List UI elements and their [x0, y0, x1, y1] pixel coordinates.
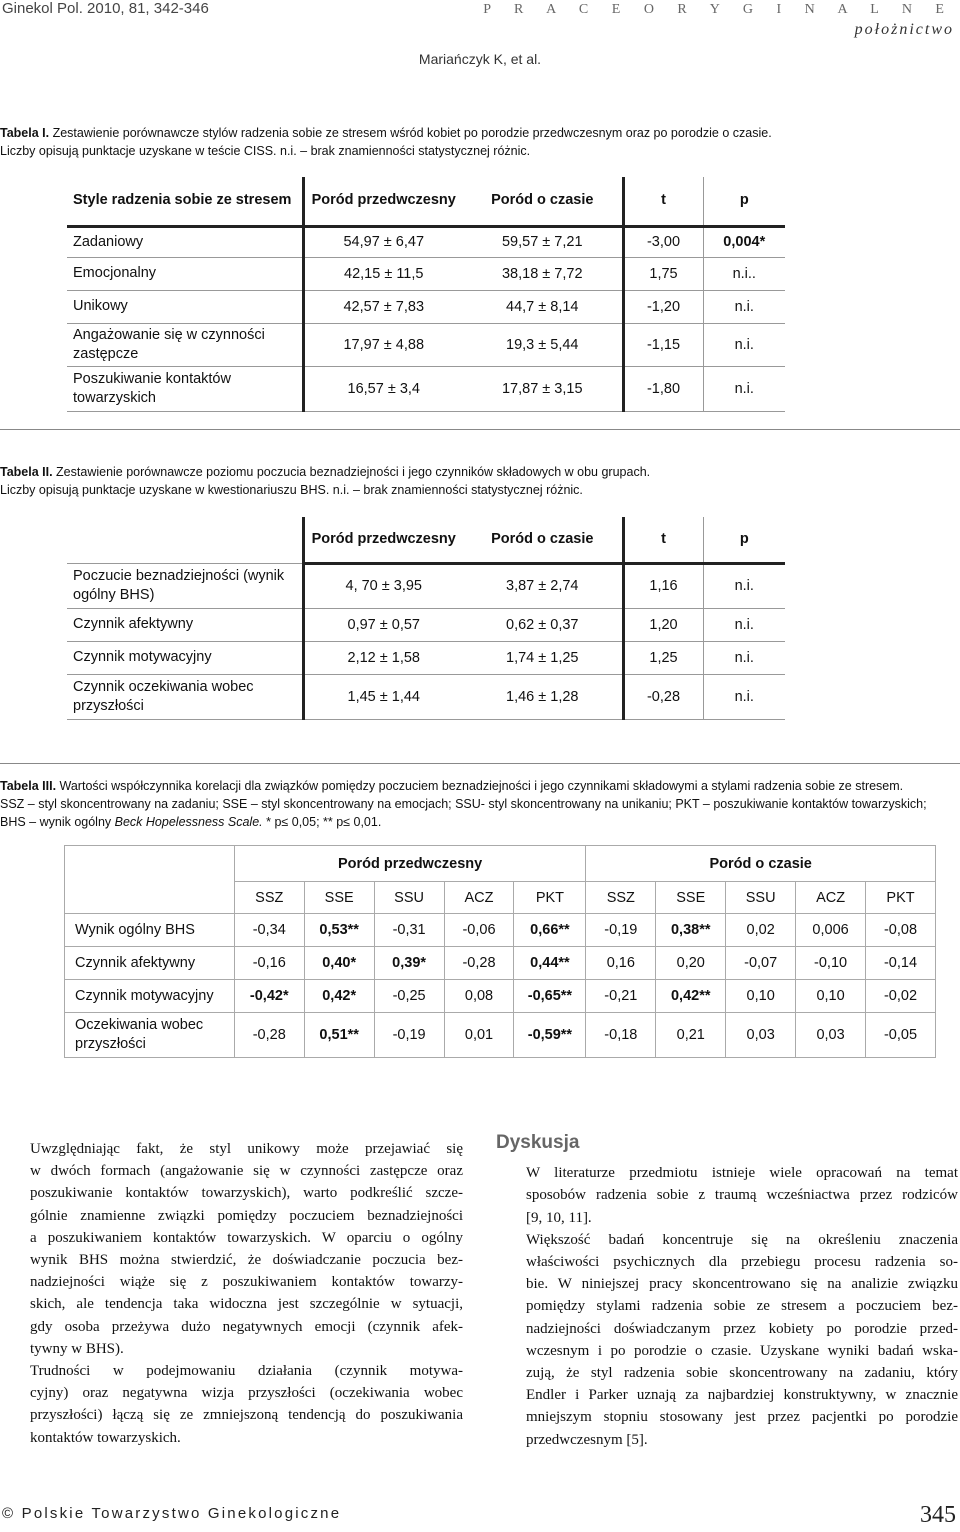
correlation-cell: -0,65**	[514, 980, 586, 1013]
table3-caption-text: Wartości współczynnika korelacji dla związków pomiędzy poczuciem beznadziejności i jego czynnikami składowymi a stylami radzenia sobie ze stresem.	[56, 779, 904, 793]
cell-p: n.i..	[703, 257, 785, 290]
table-row	[67, 366, 785, 411]
subheader: SSU	[726, 882, 796, 914]
correlation-cell: 0,10	[726, 980, 796, 1013]
table1	[67, 177, 785, 412]
table1-header-term: Poród o czasie	[463, 177, 623, 226]
correlation-cell: -0,06	[444, 914, 514, 947]
cell-preterm: 42,57 ± 7,83	[303, 290, 463, 323]
cell-preterm: 1,45 ± 1,44	[303, 674, 463, 719]
cell-t: 1,25	[623, 641, 703, 674]
row-label: Czynnik motywacyjny	[67, 641, 303, 674]
correlation-cell: 0,02	[726, 914, 796, 947]
table2-header-term: Poród o czasie	[463, 517, 623, 563]
table-row	[65, 1013, 936, 1058]
text-line: W literaturze przedmiotu istnieje wiele opracowań na temat	[526, 1165, 958, 1182]
table-row	[67, 257, 785, 290]
subheader: ACZ	[444, 882, 514, 914]
table3-group-term: Poród o czasie	[586, 846, 936, 882]
table-row	[65, 947, 936, 980]
row-label: Czynnik oczekiwania wobec przyszłości	[67, 674, 303, 719]
table-row	[67, 290, 785, 323]
table3-caption-label: Tabela III.	[0, 779, 57, 793]
correlation-cell: -0,31	[374, 914, 444, 947]
table3-body	[65, 914, 936, 1058]
table-row	[65, 914, 936, 947]
correlation-cell: -0,07	[726, 947, 796, 980]
page-number: 345	[920, 1502, 956, 1528]
journal-citation: Ginekol Pol. 2010, 81, 342-346	[2, 0, 209, 17]
text-line: wynik BHS można stwierdzić, że doświadczanie poczucia bez-	[30, 1252, 463, 1269]
table2-header-row	[67, 517, 785, 563]
table2-caption-label: Tabela II.	[0, 465, 53, 479]
text-line: Endler i Parker uznają za najbardziej konstruktywny, w znacznie	[526, 1387, 958, 1404]
correlation-cell: 0,39*	[374, 947, 444, 980]
cell-p: n.i.	[703, 290, 785, 323]
correlation-cell: 0,03	[796, 1013, 866, 1058]
cell-p: n.i.	[703, 608, 785, 641]
table-row	[67, 641, 785, 674]
text-line: poszukiwanie kontaktów towarzyskich), warto podkreślić szcze-	[30, 1185, 463, 1202]
table3-caption-bhs: BHS – wynik ogólny	[0, 815, 115, 829]
section-subtitle: położnictwo	[854, 21, 954, 38]
section-title: P R A C E O R Y G I N A L N E	[483, 2, 954, 17]
section-heading: Dyskusja	[496, 1132, 580, 1153]
text-line: bie. W niniejszej pracy skoncentrowano się na analizie związku	[526, 1276, 958, 1293]
text-line: kontaktów towarzyskich.	[30, 1429, 181, 1446]
running-authors: Mariańczyk K, et al.	[418, 51, 542, 67]
text-line: pomiędzy stylami radzenia sobie ze stresem a poczuciem bez-	[526, 1298, 958, 1315]
text-line: przyszłości) łączą się ze zmniejszoną tendencją do poszukiwania	[30, 1407, 463, 1424]
table3-group-preterm: Poród przedwczesny	[234, 846, 586, 882]
cell-preterm: 4, 70 ± 3,95	[303, 563, 463, 608]
text-line: gólnie znamienne związki pomiędzy poczuciem beznadziejności	[30, 1207, 463, 1224]
table1-caption-text: Zestawienie porównawcze stylów radzenia sobie ze stresem wśród kobiet po porodzie przedwczesnym oraz po porodzie o czasie.	[49, 126, 772, 140]
text-line: sposobów radzenia sobie z traumą wcześniactwa przez rodziców	[526, 1187, 958, 1204]
subheader: SSU	[374, 882, 444, 914]
subheader: SSZ	[234, 882, 304, 914]
cell-p: n.i.	[703, 323, 785, 366]
text-line: przedwczesnym [5].	[526, 1431, 648, 1448]
cell-preterm: 42,15 ± 11,5	[303, 257, 463, 290]
cell-term: 1,46 ± 1,28	[463, 674, 623, 719]
table1-caption	[0, 124, 960, 160]
cell-preterm: 0,97 ± 0,57	[303, 608, 463, 641]
table-row	[67, 323, 785, 366]
correlation-cell: -0,59**	[514, 1013, 586, 1058]
text-line: właściwości psychicznych dla przebiegu procesu radzenia so-	[526, 1254, 958, 1271]
subheader: PKT	[866, 882, 936, 914]
cell-preterm: 16,57 ± 3,4	[303, 366, 463, 411]
text-line: [9, 10, 11].	[526, 1209, 592, 1226]
right-paragraph-2	[496, 1229, 958, 1451]
correlation-cell: 0,66**	[514, 914, 586, 947]
row-label: Wynik ogólny BHS	[65, 914, 235, 947]
correlation-cell: 0,42*	[304, 980, 374, 1013]
text-line: skich, ale tendencja taka widoczna jest szczególnie w sytuacji,	[30, 1296, 463, 1313]
text-line: a poszukiwaniem kontaktów towarzyskich. W oparciu o ogólny	[30, 1229, 463, 1246]
text-line: zują, że styl radzenia sobie skoncentrowany na zadaniu, który	[526, 1365, 958, 1382]
cell-preterm: 2,12 ± 1,58	[303, 641, 463, 674]
cell-term: 1,74 ± 1,25	[463, 641, 623, 674]
cell-term: 59,57 ± 7,21	[463, 226, 623, 257]
table3-caption-scale: Beck Hopelessness Scale.	[114, 815, 263, 829]
correlation-cell: 0,38**	[656, 914, 726, 947]
subheader: PKT	[514, 882, 586, 914]
table-row	[67, 674, 785, 719]
table3-group-row	[65, 846, 936, 882]
divider	[0, 763, 960, 764]
subheader: ACZ	[796, 882, 866, 914]
cell-t: 1,75	[623, 257, 703, 290]
row-label: Emocjonalny	[67, 257, 303, 290]
text-line: wczesnym i po porodzie o czasie. Uzyskane wyniki badań wska-	[526, 1342, 958, 1359]
correlation-cell: 0,44**	[514, 947, 586, 980]
cell-term: 19,3 ± 5,44	[463, 323, 623, 366]
table2-header-empty	[67, 517, 303, 563]
table2	[67, 517, 785, 720]
correlation-cell: 0,40*	[304, 947, 374, 980]
correlation-cell: -0,16	[234, 947, 304, 980]
cell-t: -1,15	[623, 323, 703, 366]
table2-caption	[0, 463, 960, 499]
left-paragraph-2	[0, 1360, 463, 1449]
correlation-cell: 0,08	[444, 980, 514, 1013]
correlation-cell: -0,28	[234, 1013, 304, 1058]
correlation-cell: -0,02	[866, 980, 936, 1013]
subheader: SSE	[656, 882, 726, 914]
correlation-cell: -0,08	[866, 914, 936, 947]
row-label: Czynnik motywacyjny	[65, 980, 235, 1013]
correlation-cell: 0,42**	[656, 980, 726, 1013]
correlation-cell: 0,006	[796, 914, 866, 947]
row-label: Poszukiwanie kontaktów towarzyskich	[67, 366, 303, 411]
subheader: SSZ	[586, 882, 656, 914]
cell-p: n.i.	[703, 563, 785, 608]
correlation-cell: 0,21	[656, 1013, 726, 1058]
text-line: nadziejności doświadczanym przez kobiety po porodzie przed-	[526, 1320, 958, 1337]
correlation-cell: -0,21	[586, 980, 656, 1013]
correlation-cell: 0,01	[444, 1013, 514, 1058]
table1-header-style: Style radzenia sobie ze stresem	[67, 177, 303, 226]
text-line: gdy osoba przeżywa dużo negatywnych emocji (czynnik afek-	[30, 1318, 463, 1335]
footer-copyright: © Polskie Towarzystwo Ginekologiczne	[2, 1505, 342, 1522]
cell-term: 38,18 ± 7,72	[463, 257, 623, 290]
cell-term: 3,87 ± 2,74	[463, 563, 623, 608]
correlation-cell: -0,28	[444, 947, 514, 980]
cell-t: 1,20	[623, 608, 703, 641]
table1-header-p: p	[703, 177, 785, 226]
correlation-cell: -0,05	[866, 1013, 936, 1058]
table2-caption-text: Zestawienie porównawcze poziomu poczucia beznadziejności i jego czynników składowych w obu grupach.	[52, 465, 651, 479]
cell-term: 0,62 ± 0,37	[463, 608, 623, 641]
table2-caption-note: Liczby opisują punktacje uzyskane w kwestionariuszu BHS. n.i. – brak znamienności statystycznej różnic.	[0, 483, 583, 497]
correlation-cell: -0,18	[586, 1013, 656, 1058]
row-label: Oczekiwania wobec przyszłości	[65, 1013, 235, 1058]
table1-header-t: t	[623, 177, 703, 226]
table3	[64, 845, 936, 1058]
correlation-cell: -0,10	[796, 947, 866, 980]
right-column	[496, 1132, 958, 1451]
correlation-cell: 0,16	[586, 947, 656, 980]
cell-term: 44,7 ± 8,14	[463, 290, 623, 323]
text-line: nadziejności wiąże się z poszukiwaniem kontaktów towarzy-	[30, 1274, 463, 1291]
correlation-cell: -0,42*	[234, 980, 304, 1013]
table-row	[67, 608, 785, 641]
text-line: tywny w BHS).	[30, 1340, 124, 1357]
table1-caption-note: Liczby opisują punktacje uzyskane w teście CISS. n.i. – brak znamienności statystycznej różnic.	[0, 144, 531, 158]
correlation-cell: -0,19	[374, 1013, 444, 1058]
cell-t: 1,16	[623, 563, 703, 608]
row-label: Unikowy	[67, 290, 303, 323]
text-line: cyjny) oraz negatywna wizja przyszłości (oczekiwania wobec	[30, 1385, 463, 1402]
cell-t: -3,00	[623, 226, 703, 257]
divider	[0, 429, 960, 430]
cell-p: n.i.	[703, 674, 785, 719]
row-label: Angażowanie się w czynności zastępcze	[67, 323, 303, 366]
row-label: Czynnik afektywny	[65, 947, 235, 980]
text-line: Uwzględniając fakt, że styl unikowy może przejawiać się	[30, 1141, 463, 1157]
row-label: Zadaniowy	[67, 226, 303, 257]
left-paragraph-1	[0, 1138, 463, 1360]
correlation-cell: 0,10	[796, 980, 866, 1013]
table-row	[67, 226, 785, 257]
table-row	[65, 980, 936, 1013]
cell-p: 0,004*	[723, 234, 766, 250]
table1-header-preterm: Poród przedwczesny	[303, 177, 463, 226]
cell-t: -0,28	[623, 674, 703, 719]
text-line: mniejszym stopniu stosowany jest przez pacjentki po porodzie	[526, 1409, 958, 1426]
table3-caption	[0, 777, 960, 831]
correlation-cell: -0,14	[866, 947, 936, 980]
correlation-cell: 0,51**	[304, 1013, 374, 1058]
row-label: Poczucie beznadziejności (wynik ogólny BHS)	[67, 563, 303, 608]
table2-header-t: t	[623, 517, 703, 563]
cell-t: -1,20	[623, 290, 703, 323]
cell-term: 17,87 ± 3,15	[463, 366, 623, 411]
text-line: Większość badań koncentruje się na określeniu znaczenia	[526, 1231, 958, 1248]
right-paragraph-1	[496, 1162, 958, 1229]
correlation-cell: -0,34	[234, 914, 304, 947]
row-label: Czynnik afektywny	[67, 608, 303, 641]
table3-caption-abbrev: SSZ – styl skoncentrowany na zadaniu; SSE – styl skoncentrowany na emocjach; SSU- styl skoncentrowany na unikaniu; PKT – poszukiwanie kontaktów towarzyskich;	[0, 797, 927, 811]
table3-caption-sig: * p≤ 0,05; ** p≤ 0,01.	[262, 815, 382, 829]
cell-p: n.i.	[703, 641, 785, 674]
cell-t: -1,80	[623, 366, 703, 411]
correlation-cell: -0,25	[374, 980, 444, 1013]
table-row	[67, 563, 785, 608]
left-column	[0, 1138, 463, 1449]
correlation-cell: 0,53**	[304, 914, 374, 947]
text-line: w dwóch formach (angażowanie się w czynności zastępcze oraz	[30, 1163, 463, 1180]
table1-header-row	[67, 177, 785, 226]
table3-corner	[65, 846, 235, 914]
correlation-cell: -0,19	[586, 914, 656, 947]
cell-p: n.i.	[703, 366, 785, 411]
text-line: Trudności w podejmowaniu działania (czynnik motywa-	[30, 1363, 463, 1380]
table1-caption-label: Tabela I.	[0, 126, 50, 140]
cell-preterm: 17,97 ± 4,88	[303, 323, 463, 366]
section-header	[483, 0, 954, 40]
correlation-cell: 0,20	[656, 947, 726, 980]
table2-header-p: p	[703, 517, 785, 563]
table2-header-preterm: Poród przedwczesny	[303, 517, 463, 563]
subheader: SSE	[304, 882, 374, 914]
cell-preterm: 54,97 ± 6,47	[343, 234, 425, 250]
correlation-cell: 0,03	[726, 1013, 796, 1058]
